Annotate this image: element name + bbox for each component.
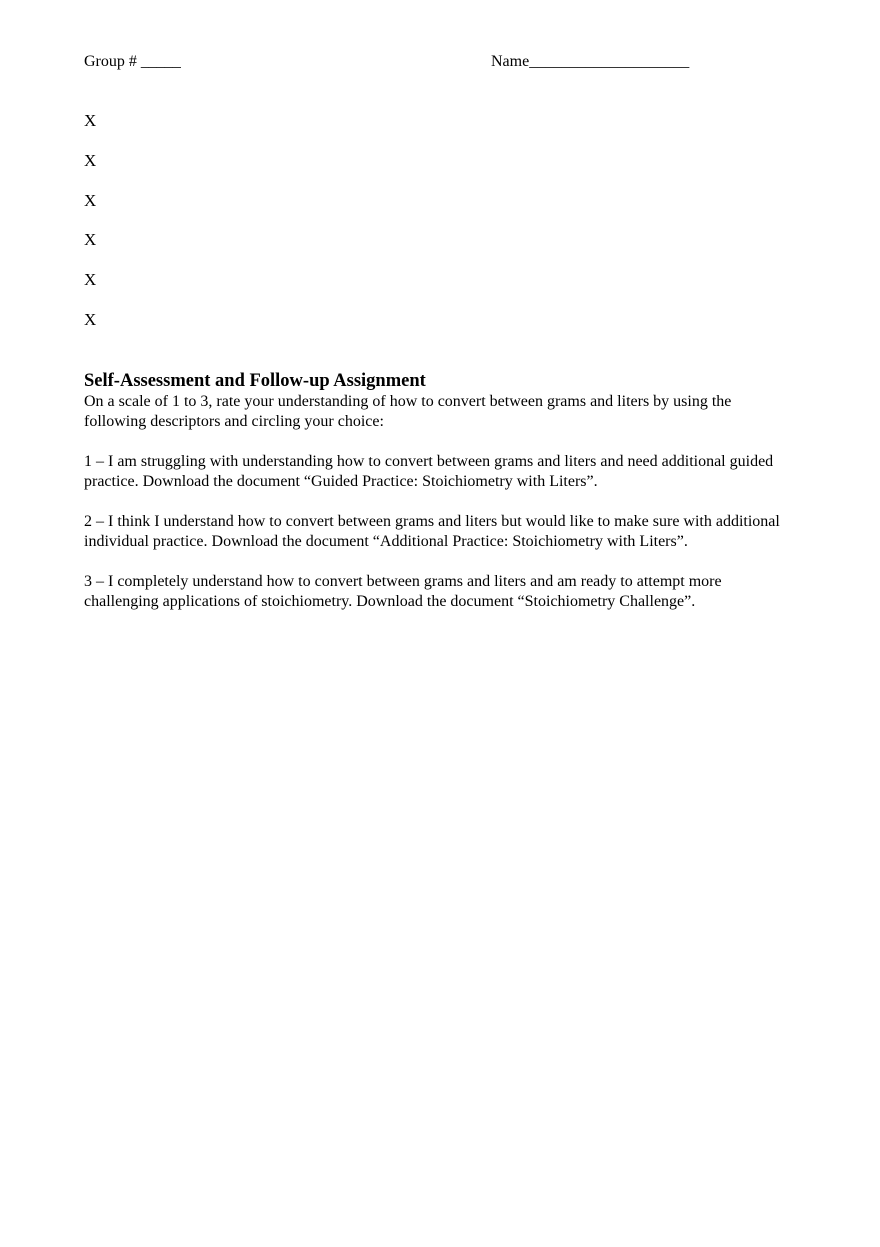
option-2-paragraph: 2 – I think I understand how to convert between grams and liters but would like to make sure with additional individual practice. Download the document “Additional Practice: Stoichiometry with Liters”. [84, 513, 780, 550]
x-mark-list [84, 111, 96, 350]
group-number-field: Group # _____ [84, 53, 181, 70]
x-mark: X [84, 270, 97, 290]
intro-paragraph: On a scale of 1 to 3, rate your understanding of how to convert between grams and liters by using the following descriptors and circling your choice: [84, 393, 732, 430]
section-title: Self-Assessment and Follow-up Assignment [84, 371, 426, 391]
self-assessment-section [84, 370, 796, 612]
x-mark: X [84, 230, 97, 250]
name-field: Name____________________ [491, 53, 690, 70]
x-mark: X [84, 309, 97, 329]
x-mark: X [84, 190, 97, 210]
option-1-paragraph: 1 – I am struggling with understanding how to convert between grams and liters and need additional guided practice. Download the document “Guided Practice: Stoichiometry with Liters”. [84, 453, 774, 490]
x-mark: X [84, 111, 97, 130]
option-3-paragraph: 3 – I completely understand how to convert between grams and liters and am ready to attempt more challenging applications of stoichiometry. Download the document “Stoichiometry Challenge”. [84, 573, 722, 610]
x-mark: X [84, 150, 97, 170]
